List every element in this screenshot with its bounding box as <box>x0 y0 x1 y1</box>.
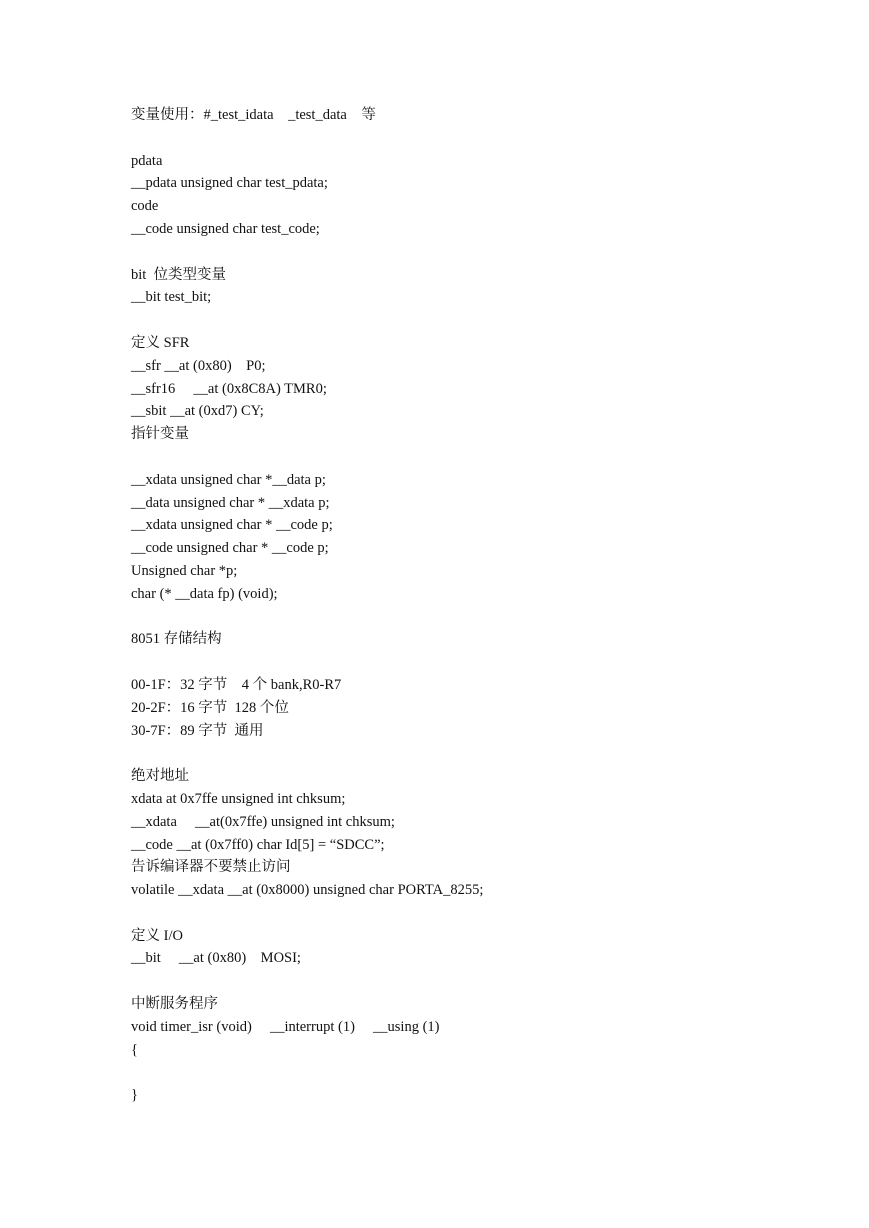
code-line: char (* __data fp) (void); <box>131 585 278 602</box>
code-line: __sfr __at (0x80) P0; <box>131 357 266 374</box>
code-line: __xdata __at(0x7ffe) unsigned int chksum; <box>131 813 395 830</box>
volatile-note-line: 告诉编译器不要禁止访问 <box>131 859 291 876</box>
code-line: __data unsigned char * __xdata p; <box>131 494 330 511</box>
code-line: xdata at 0x7ffe unsigned int chksum; <box>131 790 346 807</box>
document-body <box>131 104 831 1107</box>
blank-line <box>131 742 831 765</box>
memory-structure-heading: 8051 存储结构 <box>131 631 222 648</box>
code-line: __code unsigned char test_code; <box>131 220 320 237</box>
code-line: Unsigned char *p; <box>131 562 238 579</box>
io-heading: 定义 I/O <box>131 927 183 944</box>
pdata-heading: pdata <box>131 152 163 169</box>
blank-line <box>131 309 831 332</box>
bit-heading: bit 位类型变量 <box>131 266 227 283</box>
memory-range-line: 00-1F：32 字节 4 个 bank,R0-R7 <box>131 676 342 693</box>
code-line: __xdata unsigned char *__data p; <box>131 471 326 488</box>
usage-note-line: 变量使用：#_test_idata _test_data 等 <box>131 107 376 123</box>
blank-line <box>131 127 831 150</box>
code-line: __bit test_bit; <box>131 289 212 306</box>
code-line: __pdata unsigned char test_pdata; <box>131 175 328 192</box>
blank-line <box>131 970 831 993</box>
memory-range-line: 20-2F：16 字节 128 个位 <box>131 699 289 716</box>
blank-line <box>131 1061 831 1084</box>
code-heading: code <box>131 198 159 215</box>
sfr-heading: 定义 SFR <box>131 334 190 351</box>
code-line: __xdata unsigned char * __code p; <box>131 517 333 534</box>
code-line: { <box>131 1041 138 1058</box>
code-line: __sfr16 __at (0x8C8A) TMR0; <box>131 380 327 397</box>
blank-line <box>131 446 831 469</box>
isr-heading: 中断服务程序 <box>131 996 218 1013</box>
code-line: volatile __xdata __at (0x8000) unsigned char PORTA_8255; <box>131 882 484 899</box>
code-line: void timer_isr (void) __interrupt (1) __using (1) <box>131 1018 440 1035</box>
code-line: __bit __at (0x80) MOSI; <box>131 950 301 967</box>
code-line: __code __at (0x7ff0) char Id[5] = “SDCC”; <box>131 836 385 853</box>
memory-range-line: 30-7F：89 字节 通用 <box>131 722 264 739</box>
blank-line <box>131 606 831 629</box>
code-line: __sbit __at (0xd7) CY; <box>131 403 264 420</box>
blank-line <box>131 902 831 925</box>
blank-line <box>131 651 831 674</box>
code-line: } <box>131 1087 138 1104</box>
absolute-address-heading: 绝对地址 <box>131 768 189 785</box>
blank-line <box>131 241 831 264</box>
pointer-heading: 指针变量 <box>131 426 189 443</box>
code-line: __code unsigned char * __code p; <box>131 540 329 557</box>
